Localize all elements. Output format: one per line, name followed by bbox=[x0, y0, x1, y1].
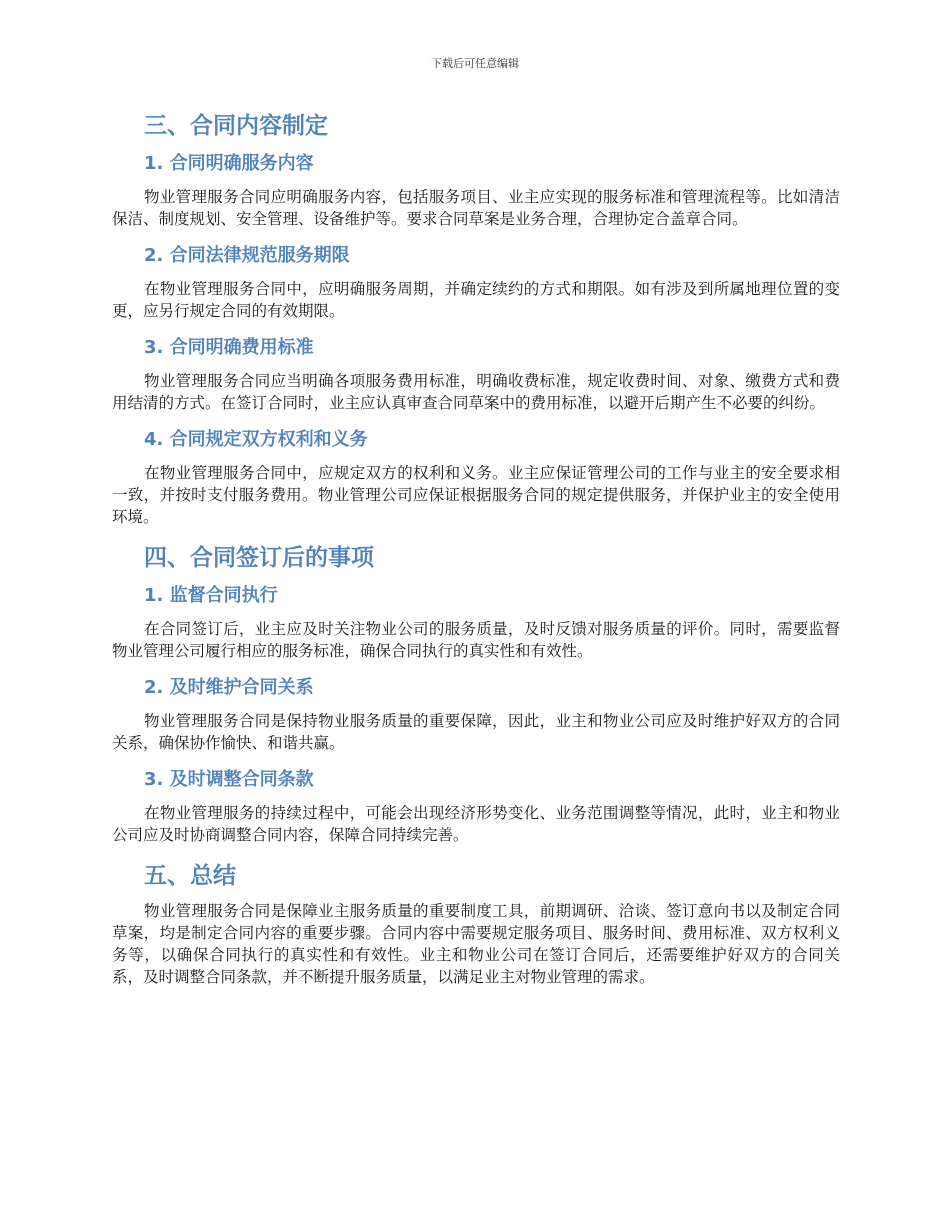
subsection-title: 3. 合同明确费用标准 bbox=[144, 337, 314, 358]
paragraph: 物业管理服务合同应当明确各项服务费用标准，明确收费标准，规定收费时间、对象、缴费方式和费用结清的方式。在签订合同时，业主应认真审查合同草案中的费用标准，以避开后期产生不必要的纠纷。 bbox=[112, 372, 840, 412]
subsection-title: 2. 合同法律规范服务期限 bbox=[144, 245, 350, 266]
paragraph: 在物业管理服务合同中，应规定双方的权利和义务。业主应保证管理公司的工作与业主的安全要求相一致，并按时支付服务费用。物业管理公司应保证根据服务合同的规定提供服务，并保护业主的安全使用环境。 bbox=[112, 464, 840, 526]
paragraph: 物业管理服务合同应明确服务内容，包括服务项目、业主应实现的服务标准和管理流程等。比如清洁保洁、制度规划、安全管理、设备维护等。要求合同草案是业务合理，合理协定合盖章合同。 bbox=[112, 188, 840, 228]
paragraph: 物业管理服务合同是保障业主服务质量的重要制度工具，前期调研、洽谈、签订意向书以及制定合同草案，均是制定合同内容的重要步骤。合同内容中需要规定服务项目、服务时间、费用标准、双方权利义务等，以确保合同执行的真实性和有效性。业主和物业公司在签订合同后，还需要维护好双方的合同关系，及时调整合同条款，并不断提升服务质量，以满足业主对物业管理的需求。 bbox=[112, 902, 840, 986]
document-body bbox=[112, 108, 840, 1000]
subsection-title: 1. 监督合同执行 bbox=[144, 585, 278, 606]
paragraph: 在物业管理服务合同中，应明确服务周期，并确定续约的方式和期限。如有涉及到所属地理位置的变更，应另行规定合同的有效期限。 bbox=[112, 280, 840, 320]
subsection-title: 3. 及时调整合同条款 bbox=[144, 769, 314, 790]
section-title: 五、总结 bbox=[144, 863, 236, 889]
paragraph: 物业管理服务合同是保持物业服务质量的重要保障，因此，业主和物业公司应及时维护好双方的合同关系，确保协作愉快、和谐共赢。 bbox=[112, 712, 840, 752]
subsection-title: 2. 及时维护合同关系 bbox=[144, 677, 314, 698]
paragraph: 在合同签订后，业主应及时关注物业公司的服务质量，及时反馈对服务质量的评价。同时，需要监督物业管理公司履行相应的服务标准，确保合同执行的真实性和有效性。 bbox=[112, 620, 840, 660]
page-header-note: 下载后可任意编辑 bbox=[431, 57, 519, 70]
subsection-title: 4. 合同规定双方权利和义务 bbox=[144, 429, 368, 450]
section-title: 三、合同内容制定 bbox=[144, 113, 328, 139]
section-title: 四、合同签订后的事项 bbox=[144, 545, 374, 571]
paragraph: 在物业管理服务的持续过程中，可能会出现经济形势变化、业务范围调整等情况，此时，业主和物业公司应及时协商调整合同内容，保障合同持续完善。 bbox=[112, 804, 840, 844]
subsection-title: 1. 合同明确服务内容 bbox=[144, 153, 314, 174]
